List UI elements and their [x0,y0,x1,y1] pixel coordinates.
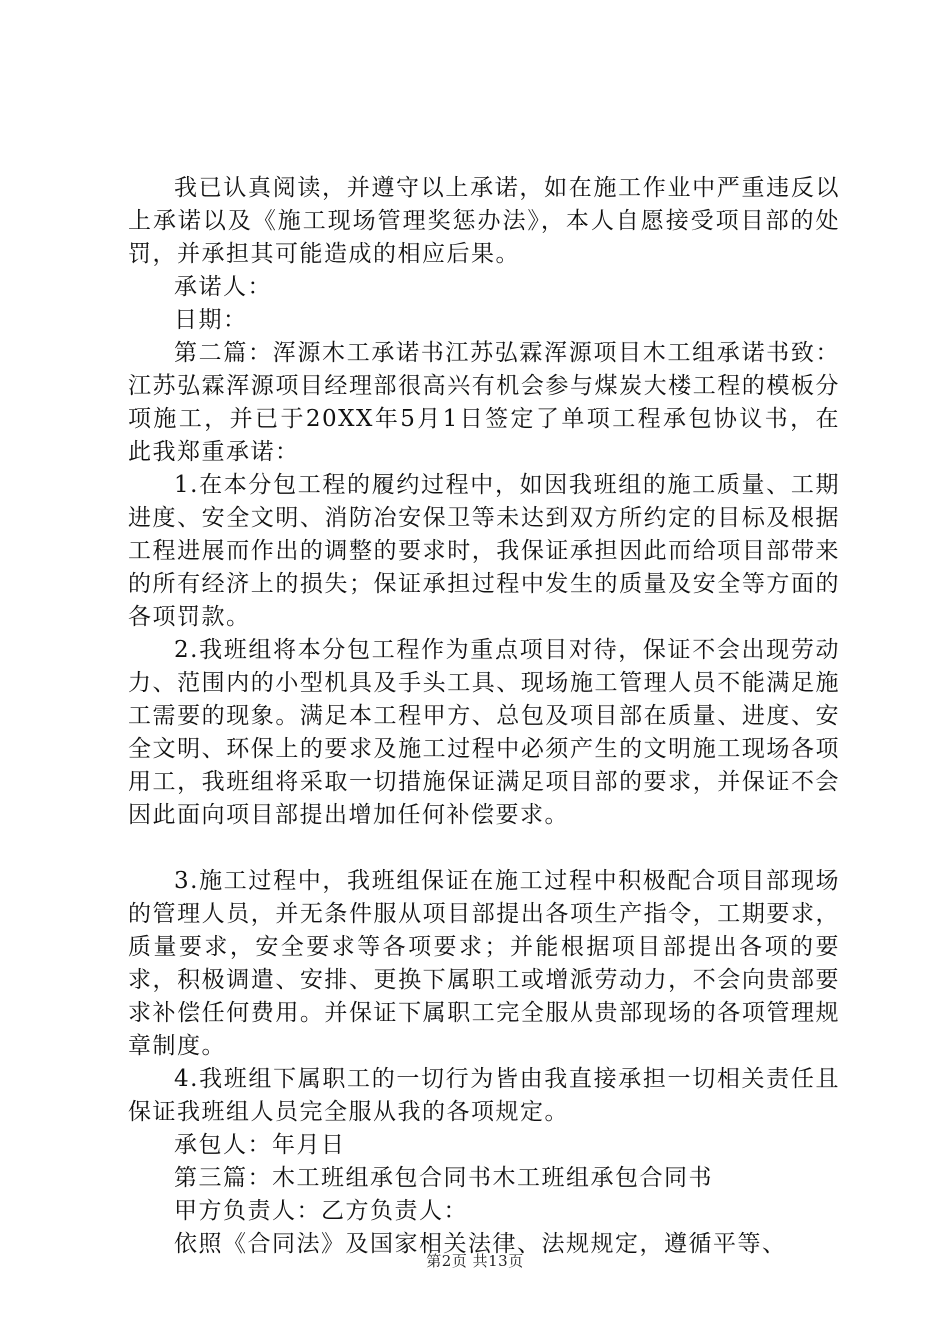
paragraph-item-4: 4.我班组下属职工的一切行为皆由我直接承担一切相关责任且保证我班组人员完全服从我的各项规定。 [128,1066,840,1125]
paragraph-part-three-title: 第三篇：木工班组承包合同书木工班组承包合同书 [174,1165,713,1191]
document-body [128,172,840,1261]
paragraph-date: 日期： [174,307,248,333]
paragraph-part-two-intro: 第二篇：浑源木工承诺书江苏弘霖浑源项目木工组承诺书致：江苏弘霖浑源项目经理部很高兴有机会参与煤炭大楼工程的模板分项施工，并已于20XX年5月1日签定了单项工程承包协议书，在此我郑重承诺： [128,340,840,465]
paragraph-parties: 甲方负责人：乙方负责人： [174,1198,468,1224]
paragraph-legal-basis: 依照《合同法》及国家相关法律、法规规定，遵循平等、 [174,1231,787,1257]
paragraph-item-3: 3.施工过程中，我班组保证在施工过程中积极配合项目部现场的管理人员，并无条件服从项目部提出各项生产指令，工期要求，质量要求，安全要求等各项要求；并能根据项目部提出各项的要求，积极调遣、安排、更换下属职工或增派劳动力，不会向贵部要求补偿任何费用。并保证下属职工完全服从贵部现场的各项管理规章制度。 [128,868,840,1059]
paragraph-promisor: 承诺人： [174,274,272,300]
page-number-footer: 第2页 共13页 [426,1252,524,1270]
paragraph-item-2: 2.我班组将本分包工程作为重点项目对待，保证不会出现劳动力、范围内的小型机具及手头工具、现场施工管理人员不能满足施工需要的现象。满足本工程甲方、总包及项目部在质量、进度、安全文明、环保上的要求及施工过程中必须产生的文明施工现场各项用工，我班组将采取一切措施保证满足项目部的要求，并保证不会因此面向项目部提出增加任何补偿要求。 [128,637,840,828]
paragraph-contractor-signature: 承包人：年月日 [174,1132,346,1158]
paragraph-spacer [128,832,840,865]
paragraph-acknowledgement: 我已认真阅读，并遵守以上承诺，如在施工作业中严重违反以上承诺以及《施工现场管理奖惩办法》，本人自愿接受项目部的处罚，并承担其可能造成的相应后果。 [128,175,840,267]
paragraph-item-1: 1.在本分包工程的履约过程中，如因我班组的施工质量、工期进度、安全文明、消防冶安保卫等未达到双方所约定的目标及根据工程进展而作出的调整的要求时，我保证承担因此而给项目部带来的所有经济上的损失；保证承担过程中发生的质量及安全等方面的各项罚款。 [128,472,840,630]
